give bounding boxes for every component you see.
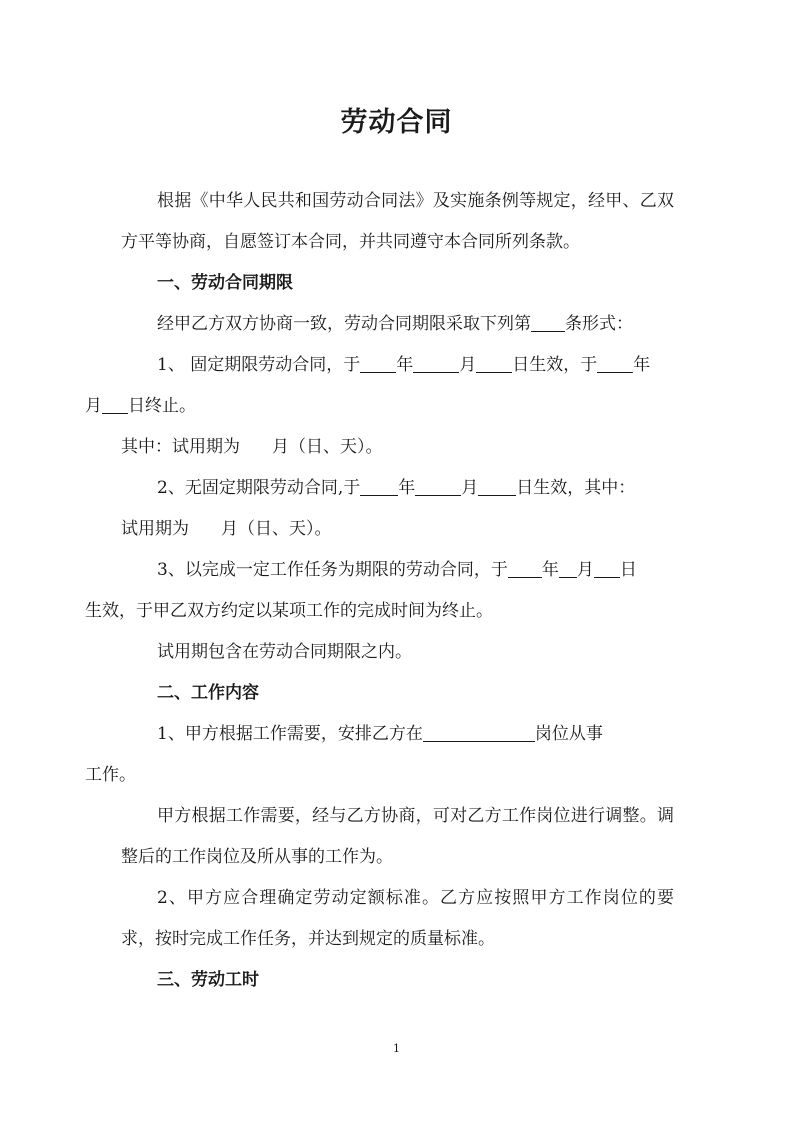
task-term-day-blank: [594, 559, 620, 578]
term-intro-paragraph: [121, 304, 674, 345]
preamble-paragraph: 根据《中华人民共和国劳动合同法》及实施条例等规定，经甲、乙双方平等协商，自愿签订本合同，并共同遵守本合同所列条款。: [121, 191, 674, 252]
fixed-term-end-month-label: 月: [85, 396, 102, 416]
term-intro-suffix: 条形式：: [565, 314, 633, 334]
quota-paragraph: 2、甲方应合理确定劳动定额标准。乙方应按照甲方工作岗位的要求，按时完成工作任务，并达到规定的质量标准。: [121, 888, 674, 949]
fixed-term-paragraph: [85, 345, 674, 427]
fixed-term-start-year-blank: [360, 354, 396, 373]
open-term-month-blank: [415, 477, 461, 496]
open-term-year-label: 年: [398, 478, 416, 498]
open-term-paragraph: [121, 468, 674, 509]
job-work-text: 工作。: [85, 765, 136, 785]
fixed-term-end-year-label: 年: [633, 355, 651, 375]
task-term-month-label: 月: [576, 560, 594, 580]
document-body: [85, 181, 674, 1001]
open-term-day-label: 日生效，其中：: [516, 478, 636, 498]
fixed-term-end-label: 日终止。: [128, 396, 196, 416]
probation-unit-2: 月（日、天）。: [221, 519, 332, 539]
section-heading-term: 一、劳动合同期限: [157, 273, 293, 293]
task-term-month-blank: [559, 559, 577, 578]
section-heading-content: 二、工作内容: [157, 683, 259, 703]
job-position-blank: [423, 723, 535, 742]
section-heading-hours: 三、劳动工时: [157, 970, 259, 990]
fixed-term-text: 1、 固定期限劳动合同，于: [157, 355, 361, 375]
task-term-day-label: 日: [619, 560, 637, 580]
probation-paragraph-1: [121, 427, 674, 468]
fixed-term-start-day-blank: [476, 354, 512, 373]
probation-text-1: 其中：试用期为: [121, 437, 240, 457]
fixed-term-start-month-blank: [413, 354, 459, 373]
open-term-text: 2、无固定期限劳动合同,于: [157, 478, 361, 498]
probation-paragraph-2: [121, 509, 674, 550]
probation-note: 试用期包含在劳动合同期限之内。: [157, 642, 412, 662]
task-term-year-blank: [508, 559, 542, 578]
job-adjust-paragraph: 甲方根据工作需要，经与乙方协商，可对乙方工作岗位进行调整。调整后的工作岗位及所从事的工作为。: [121, 806, 674, 867]
task-term-text: 3、以完成一定工作任务为期限的劳动合同，于: [157, 560, 508, 580]
job-position-suffix: 岗位从事: [534, 724, 603, 744]
term-intro-text: 经甲乙方双方协商一致，劳动合同期限采取下列第: [157, 314, 531, 334]
page-number: 1: [393, 1042, 400, 1055]
open-term-day-blank: [478, 477, 516, 496]
open-term-month-label: 月: [461, 478, 479, 498]
fixed-term-start-label: 日生效，于: [512, 355, 598, 375]
fixed-term-month-label: 月: [459, 355, 477, 375]
document-title: 劳动合同: [340, 107, 453, 138]
task-term-end-text: 生效，于甲乙双方约定以某项工作的完成时间为终止。: [85, 601, 493, 621]
open-term-year-blank: [360, 477, 398, 496]
fixed-term-year-label: 年: [396, 355, 414, 375]
task-term-paragraph: [85, 550, 674, 632]
job-position-paragraph: [85, 714, 674, 796]
probation-unit-1: 月（日、天）。: [272, 437, 383, 457]
task-term-year-label: 年: [541, 560, 559, 580]
term-option-blank: [531, 313, 565, 332]
fixed-term-end-day-blank: [102, 395, 128, 414]
fixed-term-end-year-blank: [597, 354, 633, 373]
probation-text-2: 试用期为: [121, 519, 189, 539]
job-position-text: 1、甲方根据工作需要，安排乙方在: [157, 724, 423, 744]
